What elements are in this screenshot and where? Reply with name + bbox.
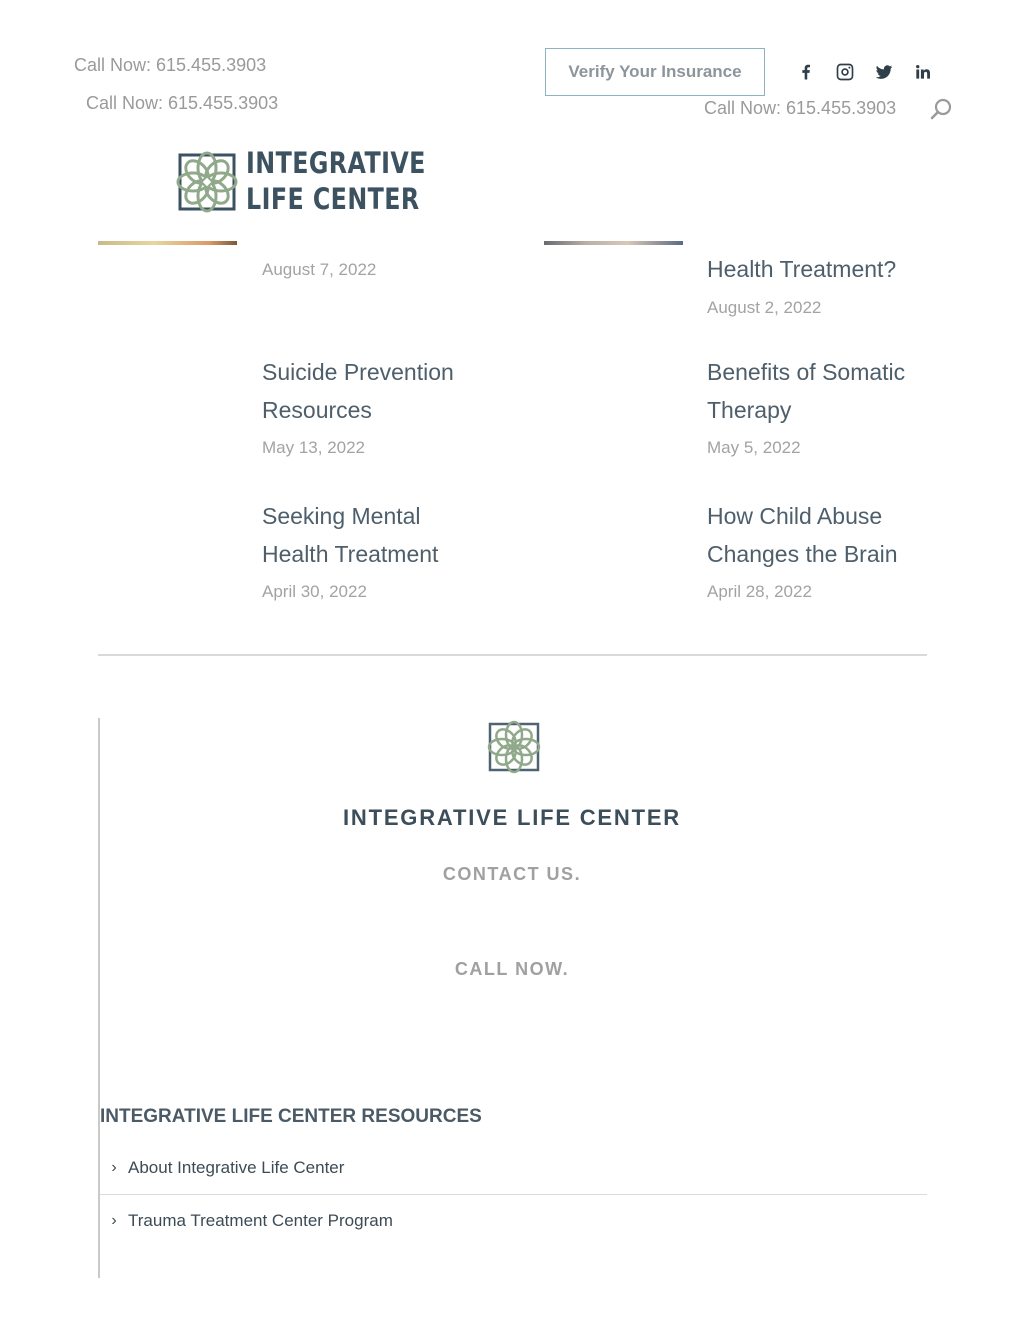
search-icon[interactable] [928, 96, 954, 122]
resource-link-label: Trauma Treatment Center Program [128, 1211, 393, 1230]
call-now-link[interactable]: Call Now: 615.455.3903 [74, 55, 267, 75]
chevron-right-icon: › [111, 1159, 117, 1176]
instagram-icon[interactable] [833, 60, 857, 84]
post-title-line[interactable]: Benefits of Somatic [707, 359, 906, 385]
call-now-link[interactable]: Call Now: 615.455.3903 [86, 93, 279, 113]
post-date: April 30, 2022 [262, 582, 367, 601]
post-date: August 7, 2022 [262, 260, 377, 279]
resource-link-about[interactable] [100, 1143, 927, 1193]
contact-us-link[interactable]: CONTACT US. [442, 864, 582, 884]
resource-link-trauma[interactable] [100, 1196, 927, 1246]
post-title-line[interactable]: Seeking Mental [262, 503, 421, 529]
site-logo[interactable] [172, 144, 426, 220]
linkedin-icon[interactable] [911, 60, 935, 84]
post-date: May 13, 2022 [262, 438, 366, 457]
twitter-icon[interactable] [872, 60, 896, 84]
post-date: May 5, 2022 [707, 438, 801, 457]
post-title-line[interactable]: Resources [262, 397, 372, 423]
post-date: August 2, 2022 [707, 298, 822, 317]
facebook-icon[interactable] [794, 60, 818, 84]
post-title-line[interactable]: Changes the Brain [707, 541, 898, 567]
verify-insurance-button[interactable]: Verify Your Insurance [545, 48, 765, 96]
post-thumbnail[interactable] [544, 241, 683, 245]
post-date: April 28, 2022 [707, 582, 812, 601]
chevron-right-icon: › [111, 1212, 117, 1229]
post-thumbnail[interactable] [98, 241, 237, 245]
post-title-line[interactable]: Suicide Prevention [262, 359, 454, 385]
resources-heading: INTEGRATIVE LIFE CENTER RESOURCES [100, 1106, 482, 1127]
section-divider [98, 654, 927, 656]
post-title-line[interactable]: Health Treatment? [707, 256, 897, 282]
resource-link-label: About Integrative Life Center [128, 1158, 345, 1177]
call-now-link[interactable]: Call Now: 615.455.3903 [704, 98, 897, 118]
list-separator [100, 1194, 927, 1195]
post-title-line[interactable]: Health Treatment [262, 541, 439, 567]
post-title-line[interactable]: How Child Abuse [707, 503, 883, 529]
call-now-footer-link[interactable]: CALL NOW. [454, 959, 570, 979]
footer-logo-icon [484, 716, 544, 776]
logo-line-2: LIFE CENTER [246, 182, 420, 216]
logo-mark-icon [172, 146, 242, 218]
post-title-line[interactable]: Therapy [707, 397, 792, 423]
logo-line-1: INTEGRATIVE [246, 146, 426, 180]
footer-brand-name: INTEGRATIVE LIFE CENTER [342, 805, 681, 830]
